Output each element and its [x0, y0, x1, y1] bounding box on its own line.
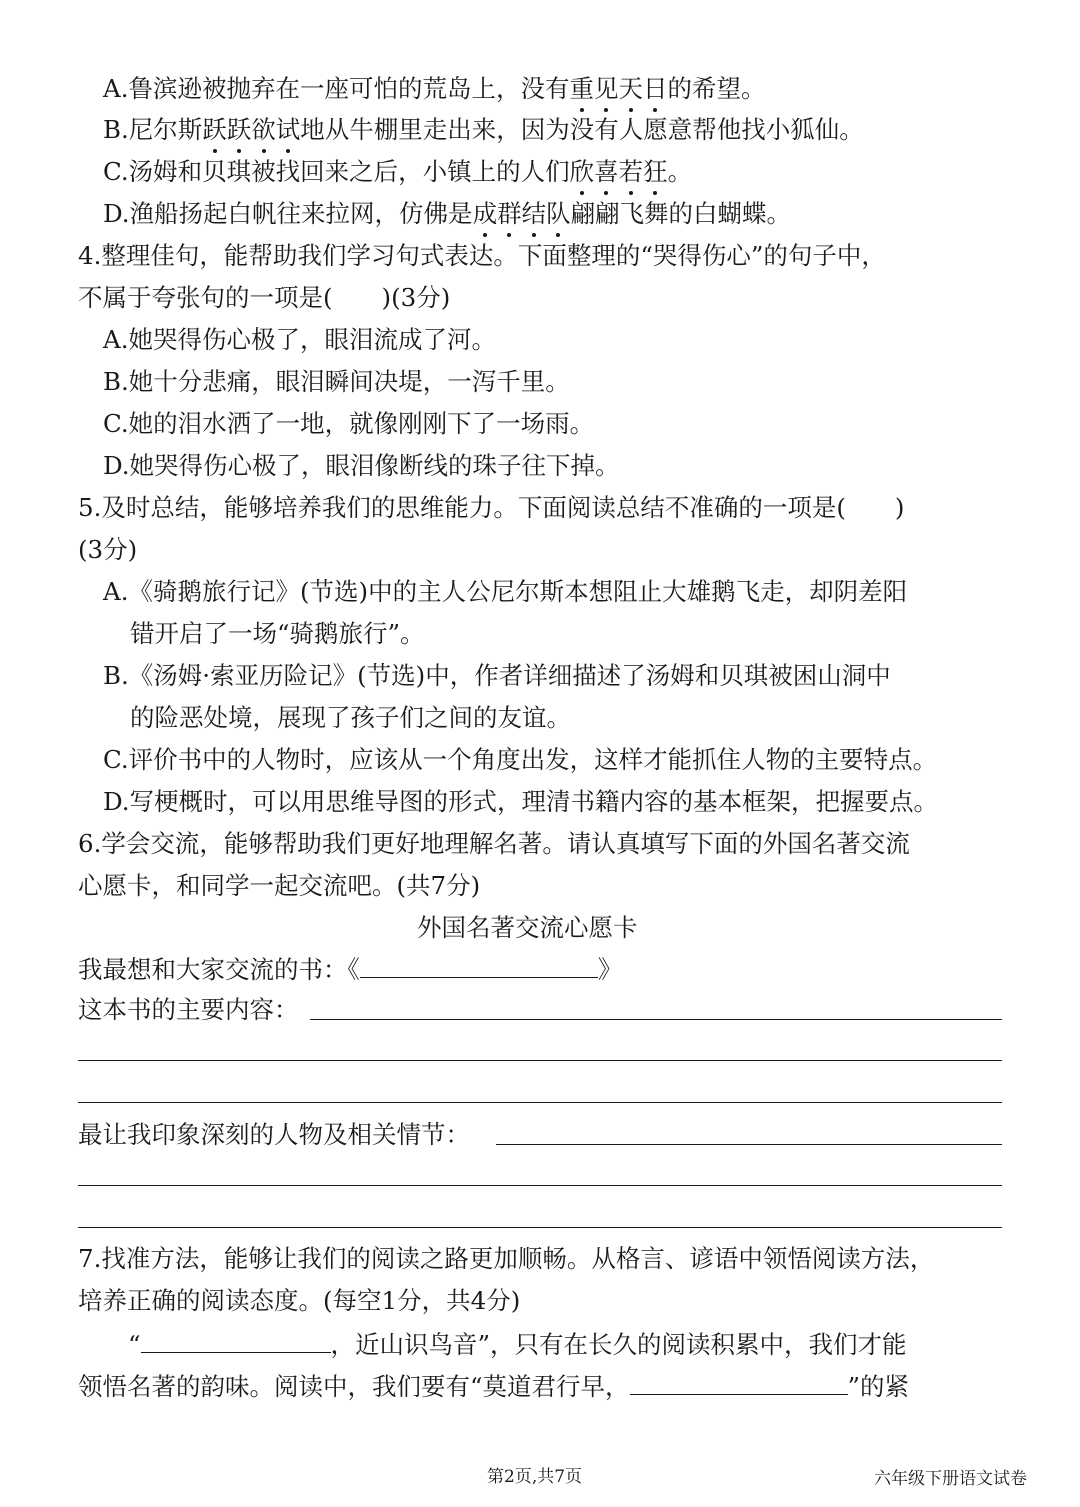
- emphasis-dotted-text: 成群结队: [473, 199, 571, 228]
- page-number: 第2页,共7页: [487, 1467, 583, 1487]
- q4-stem-line2: 不属于夸张句的一项是( )(3分): [78, 283, 451, 312]
- emphasis-dotted-text: 欣喜若狂: [570, 157, 668, 186]
- q7-paragraph-line1: “ ，近山识鸟音”，只有在长久的阅读积累中，我们才能: [128, 1326, 907, 1362]
- q5-option-b-line1: B.《汤姆·索亚历险记》(节选)中，作者详细描述了汤姆和贝琪被困山洞中: [103, 661, 891, 690]
- emphasis-dotted-text: 重见天日: [569, 74, 667, 103]
- q5-option-a-line2: 错开启了一场“骑鹅旅行”。: [130, 619, 425, 648]
- character-blank-line-3[interactable]: [78, 1227, 1002, 1228]
- content-blank-line-1[interactable]: [310, 1019, 1002, 1020]
- q3-option-d: D.渔船扬起白帆往来拉网，仿佛是成群结队翩翩飞舞的白蝴蝶。: [103, 197, 791, 231]
- content-label: 这本书的主要内容：: [78, 995, 299, 1024]
- character-blank-line-2[interactable]: [78, 1185, 1002, 1186]
- q4-stem-line1: 4.整理佳句，能帮助我们学习句式表达。下面整理的“哭得伤心”的句子中，: [78, 241, 886, 270]
- character-blank-line-1[interactable]: [496, 1144, 1002, 1145]
- wish-card-title: 外国名著交流心愿卡: [417, 913, 638, 942]
- book-title-blank[interactable]: [360, 951, 598, 978]
- q4-option-d: D.她哭得伤心极了，眼泪像断线的珠子往下掉。: [103, 451, 620, 480]
- q5-option-b-line2: 的险恶处境，展现了孩子们之间的友谊。: [130, 703, 571, 732]
- q3-option-a: A.鲁滨逊被抛弃在一座可怕的荒岛上，没有重见天日的希望。: [103, 72, 765, 106]
- q5-option-d: D.写梗概时，可以用思维导图的形式，理清书籍内容的基本框架，把握要点。: [103, 787, 939, 816]
- q7-stem-line2: 培养正确的阅读态度。(每空1分，共4分): [78, 1286, 521, 1315]
- q6-stem-line2: 心愿卡，和同学一起交流吧。(共7分): [78, 871, 481, 900]
- q7-stem-line1: 7.找准方法，能够让我们的阅读之路更加顺畅。从格言、谚语中领悟阅读方法，: [78, 1244, 935, 1273]
- q5-option-c: C.评价书中的人物时，应该从一个角度出发，这样才能抓住人物的主要特点。: [103, 745, 938, 774]
- book-label: 我最想和大家交流的书：《: [78, 955, 360, 984]
- q5-stem-line2: (3分): [78, 535, 138, 564]
- q4-option-b: B.她十分悲痛，眼泪瞬间决堤，一泻千里。: [103, 367, 570, 396]
- book-close-bracket: 》: [597, 955, 623, 984]
- emphasis-dotted-text: 跃跃欲试: [202, 115, 300, 144]
- q3-option-c: C.汤姆和贝琪被找回来之后，小镇上的人们欣喜若狂。: [103, 155, 692, 189]
- q3-option-b: B.尼尔斯跃跃欲试地从牛棚里走出来，因为没有人愿意帮他找小狐仙。: [103, 113, 864, 147]
- character-label: 最让我印象深刻的人物及相关情节：: [78, 1120, 470, 1149]
- book-field-row: [78, 951, 622, 987]
- q5-option-a-line1: A.《骑鹅旅行记》(节选)中的主人公尼尔斯本想阻止大雄鹅飞走，却阴差阳: [103, 577, 908, 606]
- fill-blank-2[interactable]: [630, 1368, 848, 1395]
- q4-option-a: A.她哭得伤心极了，眼泪流成了河。: [103, 325, 496, 354]
- q5-stem-line1: 5.及时总结，能够培养我们的思维能力。下面阅读总结不准确的一项是( ): [78, 493, 905, 522]
- paper-title: 六年级下册语文试卷: [874, 1469, 1027, 1489]
- q6-stem-line1: 6.学会交流，能够帮助我们更好地理解名著。请认真填写下面的外国名著交流: [78, 829, 910, 858]
- content-blank-line-3[interactable]: [78, 1102, 1002, 1103]
- content-blank-line-2[interactable]: [78, 1060, 1002, 1061]
- q4-option-c: C.她的泪水洒了一地，就像刚刚下了一场雨。: [103, 409, 595, 438]
- fill-blank-1[interactable]: [141, 1326, 331, 1353]
- q7-paragraph-line2: 领悟名著的韵味。阅读中，我们要有“莫道君行早， ”的紧: [78, 1368, 909, 1404]
